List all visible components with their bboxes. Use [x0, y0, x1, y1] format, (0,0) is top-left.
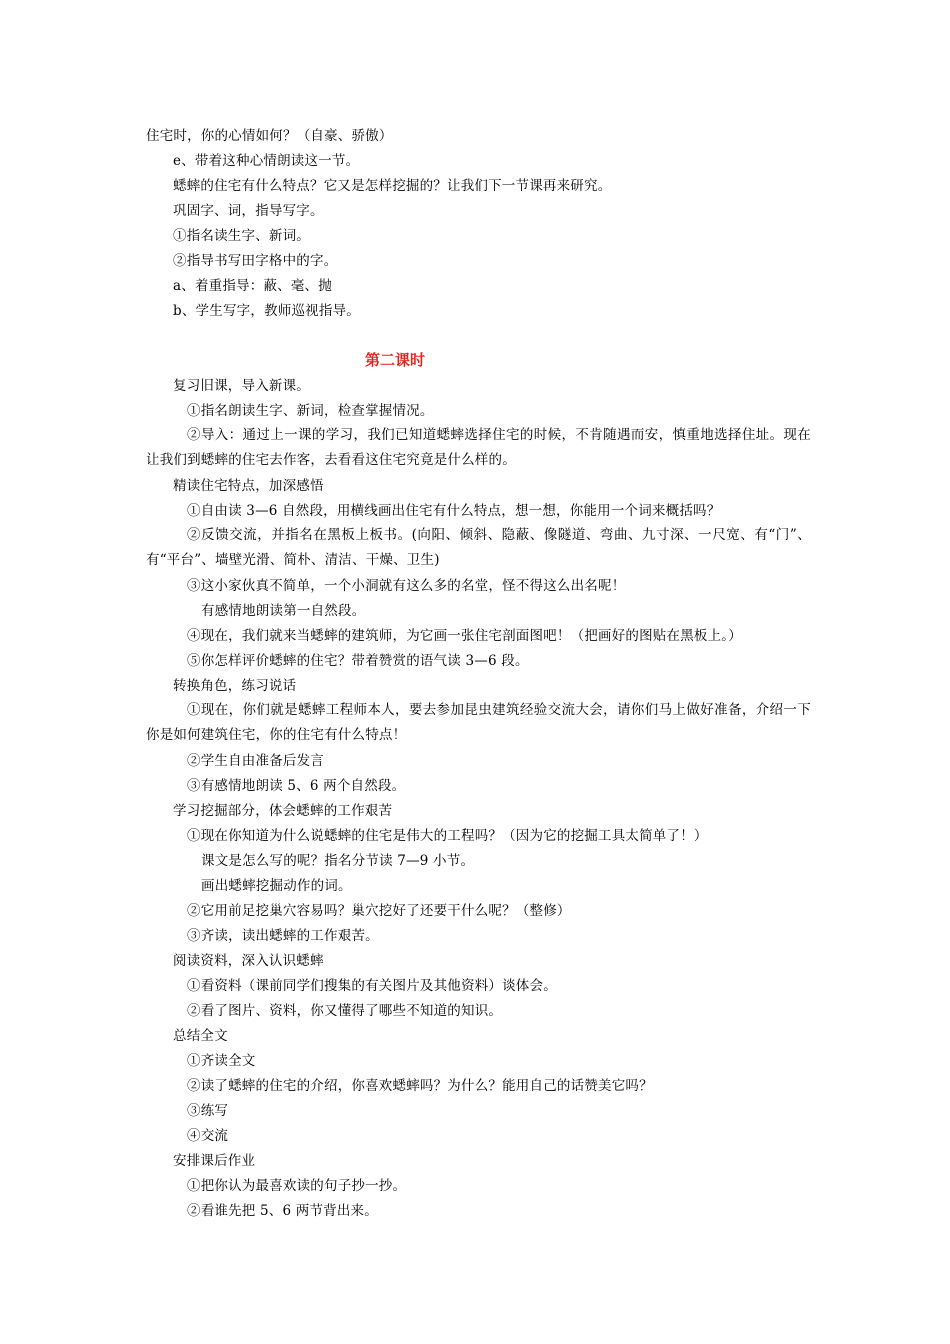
text-line: 住宅时，你的心情如何？（自豪、骄傲） [146, 128, 393, 144]
text-line: 蟋蟀的住宅有什么特点？它又是怎样挖掘的？让我们下一节课再来研究。 [173, 178, 612, 194]
text-line: ②学生自由准备后发言 [187, 753, 324, 769]
text-line: ④交流 [187, 1128, 229, 1144]
text-line: 画出蟋蟀挖掘动作的词。 [201, 878, 352, 894]
text-line: ②看了图片、资料，你又懂得了哪些不知道的知识。 [187, 1003, 503, 1019]
text-line: ②指导书写田字格中的字。 [173, 253, 338, 269]
section-heading: 总结全文 [173, 1028, 228, 1044]
text-line: ④现在，我们就来当蟋蟀的建筑师，为它画一张住宅剖面图吧！（把画好的图贴在黑板上。） [187, 628, 742, 644]
text-line: ③这小家伙真不简单，一个小洞就有这么多的名堂，怪不得这么出名呢！ [187, 578, 626, 594]
text-line: ①自由读 3—6 自然段，用横线画出住宅有什么特点，想一想，你能用一个词来概括吗？ [187, 503, 721, 519]
text-line: b、学生写字，教师巡视指导。 [173, 303, 360, 319]
text-line: ①现在你知道为什么说蟋蟀的住宅是伟大的工程吗？（因为它的挖掘工具太简单了！） [187, 828, 708, 844]
section-heading: 精读住宅特点，加深感悟 [173, 478, 324, 494]
text-line: 课文是怎么写的呢？指名分节读 7—9 小节。 [201, 853, 475, 869]
text-line: ①把你认为最喜欢读的句子抄一抄。 [187, 1178, 407, 1194]
text-line: ①指名读生字、新词。 [173, 228, 310, 244]
text-line: 巩固字、词，指导写字。 [173, 203, 324, 219]
section-heading: 阅读资料，深入认识蟋蟀 [173, 953, 324, 969]
text-line: ②它用前足挖巢穴容易吗？巢穴挖好了还要干什么呢？（整修） [187, 903, 571, 919]
section-heading: 学习挖掘部分，体会蟋蟀的工作艰苦 [173, 803, 393, 819]
text-paragraph: ②反馈交流，并指名在黑板上板书。(向阳、倾斜、隐蔽、像隧道、弯曲、九寸深、一尺宽、有“门”、有“平台”、墙壁光滑、简朴、清洁、干燥、卫生) [146, 527, 811, 568]
lesson-title: 第二课时 [364, 351, 425, 369]
text-line: ③有感情地朗读 5、6 两个自然段。 [187, 778, 406, 794]
text-line: ①看资料（课前同学们搜集的有关图片及其他资料）谈体会。 [187, 978, 557, 994]
text-line: ③齐读，读出蟋蟀的工作艰苦。 [187, 928, 379, 944]
text-line: a、着重指导：蔽、毫、抛 [173, 278, 332, 294]
text-paragraph: ②导入：通过上一课的学习，我们已知道蟋蟀选择住宅的时候，不肯随遇而安，慎重地选择住址。现在让我们到蟋蟀的住宅去作客，去看看这住宅究竟是什么样的。 [146, 427, 811, 468]
section-heading: 复习旧课，导入新课。 [173, 378, 310, 394]
text-paragraph: ①现在，你们就是蟋蟀工程师本人，要去参加昆虫建筑经验交流大会，请你们马上做好准备，介绍一下你是如何建筑住宅，你的住宅有什么特点！ [146, 702, 811, 743]
text-line: ①齐读全文 [187, 1053, 256, 1069]
text-line: ③练写 [187, 1103, 229, 1119]
text-line: ②读了蟋蟀的住宅的介绍，你喜欢蟋蟀吗？为什么？能用自己的话赞美它吗？ [187, 1078, 653, 1094]
text-line: ⑤你怎样评价蟋蟀的住宅？带着赞赏的语气读 3—6 段。 [187, 653, 529, 669]
text-line: 有感情地朗读第一自然段。 [201, 603, 366, 619]
section-heading: 转换角色，练习说话 [173, 678, 297, 694]
text-line: ①指名朗读生字、新词，检查掌握情况。 [187, 403, 434, 419]
text-line: e、带着这种心情朗读这一节。 [173, 153, 360, 169]
text-line: ②看谁先把 5、6 两节背出来。 [187, 1203, 378, 1219]
section-heading: 安排课后作业 [173, 1153, 256, 1169]
